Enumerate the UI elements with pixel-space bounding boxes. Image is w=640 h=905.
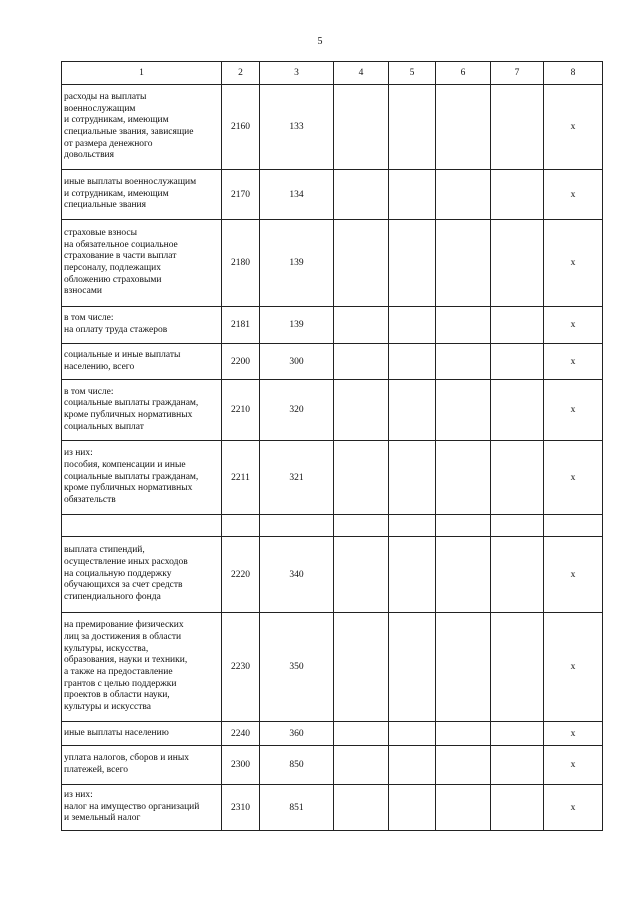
row-line-code: 2170	[222, 170, 260, 220]
row-kbk-code: 350	[260, 613, 334, 722]
empty-cell	[334, 722, 389, 746]
empty-cell	[436, 515, 491, 537]
col-header-6: 6	[436, 62, 491, 85]
row-kbk-code: 139	[260, 220, 334, 307]
table-row	[62, 344, 603, 380]
col-header-5: 5	[389, 62, 436, 85]
table-row	[62, 785, 603, 831]
empty-cell	[334, 307, 389, 344]
empty-cell	[334, 85, 389, 170]
row-kbk-code: 340	[260, 537, 334, 613]
row-label: уплата налогов, сборов и иных платежей, всего	[62, 746, 222, 785]
row-mark: x	[544, 785, 603, 831]
empty-cell	[334, 220, 389, 307]
row-label: расходы на выплаты военнослужащим и сотрудникам, имеющим специальные звания, зависящие от размера денежного довольствия	[62, 85, 222, 170]
empty-cell	[389, 722, 436, 746]
col-header-7: 7	[491, 62, 544, 85]
row-line-code: 2210	[222, 380, 260, 441]
empty-cell	[334, 515, 389, 537]
table-row	[62, 441, 603, 515]
row-kbk-code	[260, 515, 334, 537]
empty-cell	[436, 380, 491, 441]
row-mark: x	[544, 613, 603, 722]
empty-cell	[491, 307, 544, 344]
empty-cell	[389, 785, 436, 831]
budget-table	[61, 61, 603, 831]
row-label	[62, 515, 222, 537]
row-mark: x	[544, 746, 603, 785]
empty-cell	[436, 170, 491, 220]
empty-cell	[334, 785, 389, 831]
row-kbk-code: 139	[260, 307, 334, 344]
row-label: выплата стипендий, осуществление иных расходов на социальную поддержку обучающихся за счет средств стипендиального фонда	[62, 537, 222, 613]
row-label: в том числе: на оплату труда стажеров	[62, 307, 222, 344]
row-label: в том числе: социальные выплаты гражданам, кроме публичных нормативных социальных выплат	[62, 380, 222, 441]
row-mark: x	[544, 344, 603, 380]
empty-cell	[334, 537, 389, 613]
empty-cell	[389, 170, 436, 220]
row-kbk-code: 850	[260, 746, 334, 785]
table-row	[62, 380, 603, 441]
empty-cell	[334, 613, 389, 722]
empty-cell	[436, 85, 491, 170]
row-mark: x	[544, 307, 603, 344]
row-mark: x	[544, 722, 603, 746]
row-mark: x	[544, 441, 603, 515]
empty-cell	[389, 85, 436, 170]
empty-cell	[436, 307, 491, 344]
row-mark: x	[544, 537, 603, 613]
empty-cell	[491, 441, 544, 515]
row-line-code: 2220	[222, 537, 260, 613]
empty-cell	[436, 537, 491, 613]
row-label: из них: налог на имущество организаций и земельный налог	[62, 785, 222, 831]
empty-cell	[389, 746, 436, 785]
empty-cell	[436, 220, 491, 307]
table-row	[62, 170, 603, 220]
row-line-code: 2211	[222, 441, 260, 515]
table-row	[62, 515, 603, 537]
row-kbk-code: 851	[260, 785, 334, 831]
table-row	[62, 220, 603, 307]
col-header-1: 1	[62, 62, 222, 85]
page-number: 5	[317, 36, 323, 47]
row-mark: x	[544, 170, 603, 220]
empty-cell	[389, 515, 436, 537]
empty-cell	[334, 380, 389, 441]
header-row	[62, 62, 603, 85]
row-kbk-code: 320	[260, 380, 334, 441]
table-row	[62, 722, 603, 746]
table-row	[62, 746, 603, 785]
empty-cell	[491, 220, 544, 307]
row-mark: x	[544, 380, 603, 441]
empty-cell	[389, 307, 436, 344]
empty-cell	[389, 441, 436, 515]
row-line-code: 2181	[222, 307, 260, 344]
row-line-code: 2310	[222, 785, 260, 831]
empty-cell	[389, 613, 436, 722]
empty-cell	[491, 380, 544, 441]
col-header-3: 3	[260, 62, 334, 85]
table-row	[62, 537, 603, 613]
empty-cell	[491, 515, 544, 537]
empty-cell	[436, 722, 491, 746]
row-line-code: 2240	[222, 722, 260, 746]
row-kbk-code: 133	[260, 85, 334, 170]
empty-cell	[334, 344, 389, 380]
empty-cell	[389, 380, 436, 441]
col-header-8: 8	[544, 62, 603, 85]
empty-cell	[389, 537, 436, 613]
row-kbk-code: 134	[260, 170, 334, 220]
row-kbk-code: 300	[260, 344, 334, 380]
empty-cell	[436, 785, 491, 831]
empty-cell	[389, 220, 436, 307]
row-line-code: 2160	[222, 85, 260, 170]
empty-cell	[436, 441, 491, 515]
table-row	[62, 613, 603, 722]
empty-cell	[491, 85, 544, 170]
empty-cell	[389, 344, 436, 380]
row-kbk-code: 321	[260, 441, 334, 515]
row-line-code: 2180	[222, 220, 260, 307]
empty-cell	[491, 722, 544, 746]
row-mark: x	[544, 220, 603, 307]
empty-cell	[491, 613, 544, 722]
empty-cell	[436, 613, 491, 722]
row-label: иные выплаты населению	[62, 722, 222, 746]
row-line-code: 2230	[222, 613, 260, 722]
row-line-code: 2200	[222, 344, 260, 380]
row-line-code: 2300	[222, 746, 260, 785]
row-label: социальные и иные выплаты населению, всего	[62, 344, 222, 380]
empty-cell	[334, 441, 389, 515]
row-line-code	[222, 515, 260, 537]
row-label: страховые взносы на обязательное социальное страхование в части выплат персоналу, подлежащих обложению страховыми взносами	[62, 220, 222, 307]
empty-cell	[436, 746, 491, 785]
empty-cell	[491, 785, 544, 831]
row-kbk-code: 360	[260, 722, 334, 746]
empty-cell	[491, 344, 544, 380]
empty-cell	[491, 537, 544, 613]
row-mark: x	[544, 85, 603, 170]
row-mark	[544, 515, 603, 537]
empty-cell	[436, 344, 491, 380]
row-label: на премирование физических лиц за достижения в области культуры, искусства, образования, науки и техники, а также на предоставление грантов с целью поддержки проектов в области науки, культуры и искусства	[62, 613, 222, 722]
empty-cell	[334, 746, 389, 785]
empty-cell	[491, 746, 544, 785]
row-label: из них: пособия, компенсации и иные социальные выплаты гражданам, кроме публичных нормативных обязательств	[62, 441, 222, 515]
col-header-2: 2	[222, 62, 260, 85]
empty-cell	[491, 170, 544, 220]
table-row	[62, 85, 603, 170]
col-header-4: 4	[334, 62, 389, 85]
empty-cell	[334, 170, 389, 220]
table-row	[62, 307, 603, 344]
row-label: иные выплаты военнослужащим и сотрудникам, имеющим специальные звания	[62, 170, 222, 220]
